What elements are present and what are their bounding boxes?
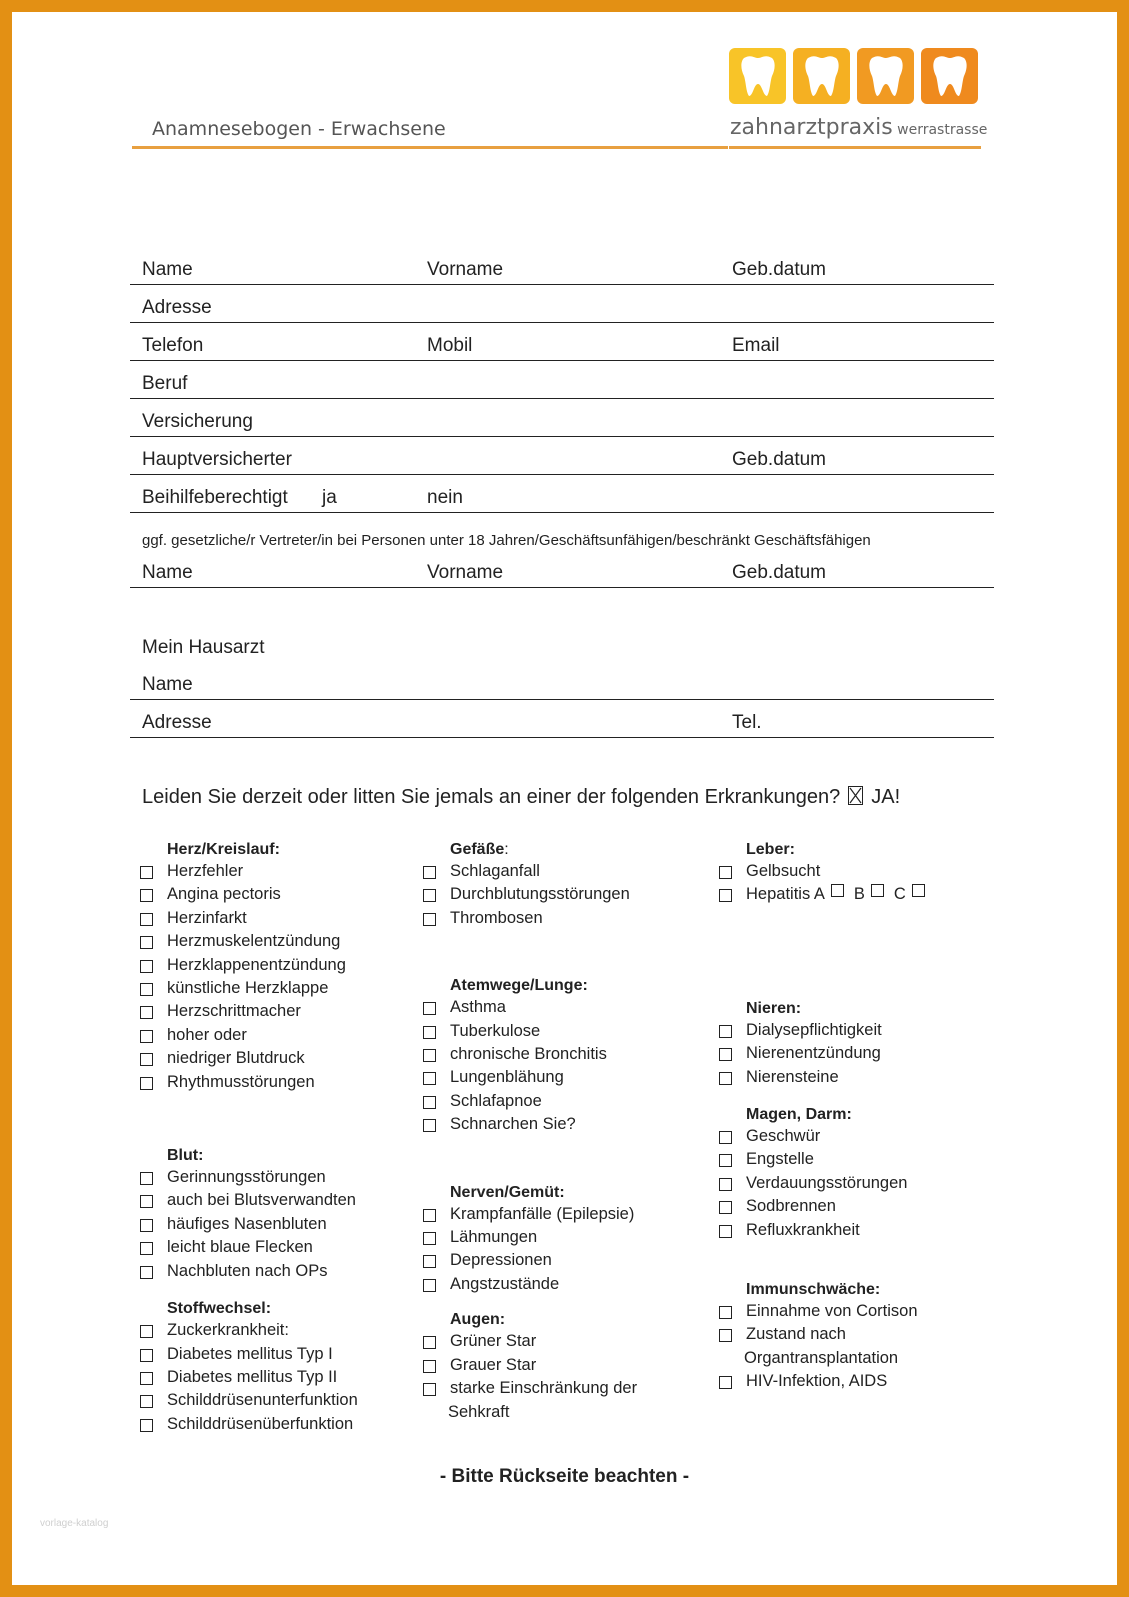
brand-name bbox=[730, 115, 987, 140]
illness-question bbox=[142, 784, 900, 809]
condition-label: hoher oder bbox=[167, 1025, 247, 1044]
condition-item[interactable] bbox=[719, 1172, 935, 1195]
checkbox[interactable] bbox=[423, 889, 436, 902]
condition-item[interactable] bbox=[140, 1343, 358, 1366]
question-text: Leiden Sie derzeit oder litten Sie jemals an einer der folgenden Erkrankungen? bbox=[142, 786, 841, 808]
condition-item[interactable] bbox=[140, 954, 358, 977]
condition-item[interactable] bbox=[140, 1213, 358, 1236]
condition-label: Nachbluten nach OPs bbox=[167, 1261, 328, 1280]
form-title: Anamnesebogen - Erwachsene bbox=[152, 118, 446, 140]
condition-item[interactable] bbox=[719, 1066, 935, 1089]
condition-label: Schnarchen Sie? bbox=[450, 1115, 576, 1134]
condition-label: Einnahme von Cortison bbox=[746, 1302, 918, 1321]
hausarzt-heading: Mein Hausarzt bbox=[142, 637, 265, 658]
checkbox[interactable] bbox=[423, 1336, 436, 1349]
checkbox[interactable] bbox=[423, 1072, 436, 1085]
hepatitis-c-label: C bbox=[893, 885, 906, 904]
condition-item[interactable] bbox=[140, 907, 358, 930]
option-nein[interactable]: nein bbox=[427, 487, 463, 508]
footer-note: - Bitte Rückseite beachten - bbox=[439, 1466, 690, 1487]
condition-item[interactable] bbox=[140, 930, 358, 953]
checkbox[interactable] bbox=[140, 1419, 153, 1432]
hepatitis-a-label: Hepatitis A bbox=[746, 885, 825, 904]
checkbox[interactable] bbox=[140, 889, 153, 902]
condition-label: Herzfehler bbox=[167, 862, 244, 880]
checkbox[interactable] bbox=[423, 1026, 436, 1039]
condition-label: Durchblutungsstörungen bbox=[450, 885, 630, 904]
checkbox[interactable] bbox=[423, 1232, 436, 1245]
checkbox[interactable] bbox=[140, 1395, 153, 1408]
tooth-icon bbox=[921, 48, 978, 104]
section-title: Atemwege/Lunge: bbox=[450, 977, 588, 995]
form-page bbox=[12, 12, 1117, 1585]
condition-label: Lungenblähung bbox=[450, 1068, 564, 1087]
patient-job-row[interactable] bbox=[130, 360, 994, 399]
label-adresse: Adresse bbox=[142, 297, 212, 318]
patient-name-row[interactable] bbox=[130, 246, 994, 285]
checkbox[interactable] bbox=[140, 1266, 153, 1279]
condition-item[interactable] bbox=[423, 883, 637, 906]
condition-item[interactable] bbox=[140, 977, 358, 1000]
condition-item[interactable] bbox=[140, 1047, 358, 1070]
beihilfe-row[interactable] bbox=[130, 474, 994, 513]
condition-item[interactable] bbox=[719, 1125, 935, 1148]
checkbox[interactable] bbox=[140, 936, 153, 949]
checkbox[interactable] bbox=[423, 1360, 436, 1373]
checkbox-hepatitis-c[interactable] bbox=[912, 884, 925, 897]
hepatitis-b-label: B bbox=[853, 885, 865, 904]
option-ja[interactable]: ja bbox=[322, 487, 337, 508]
checkbox[interactable] bbox=[140, 1325, 153, 1338]
label-doctor-tel: Tel. bbox=[732, 712, 762, 733]
condition-item-continued bbox=[719, 1347, 935, 1370]
condition-label: Angstzustände bbox=[450, 1274, 560, 1293]
condition-label: Organtransplantation bbox=[744, 1348, 899, 1367]
condition-label: starke Einschränkung der bbox=[450, 1379, 638, 1398]
checkbox[interactable] bbox=[423, 1383, 436, 1396]
condition-item[interactable] bbox=[140, 1000, 358, 1023]
header-rule-left bbox=[132, 146, 728, 149]
checkbox[interactable] bbox=[719, 889, 732, 902]
section-title-colon: : bbox=[504, 841, 509, 858]
checkbox[interactable] bbox=[719, 1201, 732, 1214]
doctor-name-row[interactable] bbox=[130, 661, 994, 700]
checkbox[interactable] bbox=[140, 1053, 153, 1066]
condition-item[interactable] bbox=[719, 1219, 935, 1242]
checkbox[interactable] bbox=[140, 1242, 153, 1255]
condition-label: Nierenentzündung bbox=[746, 1044, 881, 1063]
condition-label: Geschwür bbox=[746, 1127, 821, 1146]
condition-item[interactable] bbox=[140, 1236, 358, 1259]
condition-item[interactable] bbox=[140, 860, 358, 883]
condition-label: Sodbrennen bbox=[746, 1197, 836, 1216]
section-title: Blut: bbox=[167, 1147, 204, 1165]
condition-item[interactable] bbox=[423, 1203, 637, 1226]
condition-item-continued bbox=[423, 1401, 637, 1424]
label-guardian-vorname: Vorname bbox=[427, 562, 504, 583]
condition-item[interactable] bbox=[423, 1226, 637, 1249]
condition-label: Dialysepflichtigkeit bbox=[746, 1020, 882, 1039]
checkbox[interactable] bbox=[423, 913, 436, 926]
condition-item[interactable] bbox=[719, 883, 935, 906]
ja-checkbox-checked[interactable] bbox=[848, 786, 863, 805]
condition-item[interactable] bbox=[423, 1377, 637, 1400]
guardian-note: ggf. gesetzliche/r Vertreter/in bei Personen unter 18 Jahren/Geschäftsunfähigen/beschränkt Geschäftsfähigen bbox=[142, 532, 871, 549]
watermark: vorlage-katalog bbox=[40, 1518, 109, 1529]
checkbox[interactable] bbox=[140, 1006, 153, 1019]
condition-label: Diabetes mellitus Typ I bbox=[167, 1344, 333, 1363]
condition-item[interactable] bbox=[423, 907, 637, 930]
condition-item[interactable] bbox=[140, 1260, 358, 1283]
condition-label: Zuckerkrankheit: bbox=[167, 1321, 289, 1340]
label-guardian-gebdatum: Geb.datum bbox=[732, 562, 826, 583]
checkbox[interactable] bbox=[140, 913, 153, 926]
condition-item[interactable] bbox=[140, 883, 358, 906]
condition-item[interactable] bbox=[423, 1273, 637, 1296]
label-telefon: Telefon bbox=[142, 335, 204, 356]
section-title: Augen: bbox=[450, 1311, 506, 1329]
condition-item[interactable] bbox=[140, 1166, 358, 1189]
condition-label: leicht blaue Flecken bbox=[167, 1238, 313, 1257]
checkbox[interactable] bbox=[719, 1225, 732, 1238]
checkbox[interactable] bbox=[719, 866, 732, 879]
checkbox[interactable] bbox=[719, 1025, 732, 1038]
label-doctor-adresse: Adresse bbox=[142, 712, 212, 733]
checkbox[interactable] bbox=[719, 1131, 732, 1144]
checkbox[interactable] bbox=[719, 1154, 732, 1167]
checkbox-hepatitis-a[interactable] bbox=[831, 884, 844, 897]
condition-label: Thrombosen bbox=[450, 908, 543, 927]
condition-label: Herzmuskelentzündung bbox=[167, 932, 341, 951]
conditions-column-1 bbox=[140, 840, 358, 1436]
section-title-bold: Gefäße bbox=[450, 841, 505, 858]
checkbox[interactable] bbox=[719, 1178, 732, 1191]
condition-item[interactable] bbox=[719, 1148, 935, 1171]
condition-item[interactable] bbox=[140, 1413, 358, 1436]
checkbox[interactable] bbox=[423, 866, 436, 879]
checkbox[interactable] bbox=[140, 866, 153, 879]
checkbox[interactable] bbox=[140, 1077, 153, 1090]
condition-item[interactable] bbox=[423, 1020, 637, 1043]
main-insured-row[interactable] bbox=[130, 436, 994, 475]
label-mobil: Mobil bbox=[427, 335, 473, 356]
condition-label: Depressionen bbox=[450, 1251, 552, 1270]
condition-item[interactable] bbox=[423, 1113, 637, 1136]
label-beihilfe: Beihilfeberechtigt bbox=[142, 487, 288, 508]
condition-label: Gelbsucht bbox=[746, 862, 821, 880]
checkbox[interactable] bbox=[423, 1002, 436, 1015]
checkbox[interactable] bbox=[719, 1306, 732, 1319]
condition-label: Grauer Star bbox=[450, 1355, 537, 1374]
condition-label: Sehkraft bbox=[448, 1402, 510, 1421]
question-answer: JA! bbox=[871, 786, 901, 808]
condition-item[interactable] bbox=[719, 1195, 935, 1218]
checkbox[interactable] bbox=[140, 1219, 153, 1232]
condition-label: künstliche Herzklappe bbox=[167, 979, 329, 998]
condition-item[interactable] bbox=[423, 860, 637, 883]
condition-label: Refluxkrankheit bbox=[746, 1220, 860, 1239]
checkbox[interactable] bbox=[140, 960, 153, 973]
condition-item[interactable] bbox=[423, 1066, 637, 1089]
condition-item[interactable] bbox=[719, 1042, 935, 1065]
checkbox[interactable] bbox=[140, 1195, 153, 1208]
checkbox[interactable] bbox=[140, 1372, 153, 1385]
label-email: Email bbox=[732, 335, 780, 356]
condition-item[interactable] bbox=[140, 1389, 358, 1412]
label-beruf: Beruf bbox=[142, 373, 188, 394]
condition-item[interactable] bbox=[719, 860, 935, 883]
tooth-icon bbox=[729, 48, 786, 104]
condition-label: Asthma bbox=[450, 998, 506, 1017]
label-versicherung: Versicherung bbox=[142, 411, 253, 432]
condition-label: Gerinnungsstörungen bbox=[167, 1168, 326, 1187]
section-title: Immunschwäche: bbox=[746, 1281, 881, 1299]
brand-sub: werrastrasse bbox=[892, 122, 988, 138]
patient-address-row[interactable] bbox=[130, 284, 994, 323]
section-title: Magen, Darm: bbox=[746, 1106, 852, 1124]
label-gebdatum-2: Geb.datum bbox=[732, 449, 826, 470]
condition-label: Schilddrüsenunterfunktion bbox=[167, 1391, 358, 1410]
condition-label: Herzinfarkt bbox=[167, 908, 247, 927]
section-title: Herz/Kreislauf: bbox=[167, 841, 280, 858]
label-name: Name bbox=[142, 259, 193, 280]
condition-label: Zustand nach bbox=[746, 1325, 846, 1344]
condition-item[interactable] bbox=[719, 1370, 935, 1393]
section-title: Nerven/Gemüt: bbox=[450, 1183, 565, 1201]
condition-label: Rhythmusstörungen bbox=[167, 1072, 315, 1091]
condition-label: Schlafapnoe bbox=[450, 1091, 542, 1110]
condition-item[interactable] bbox=[719, 1300, 935, 1323]
condition-item[interactable] bbox=[423, 1090, 637, 1113]
label-vorname: Vorname bbox=[427, 259, 504, 280]
checkbox[interactable] bbox=[719, 1376, 732, 1389]
condition-label: Herzklappenentzündung bbox=[167, 955, 346, 974]
checkbox[interactable] bbox=[719, 1329, 732, 1342]
condition-label: niedriger Blutdruck bbox=[167, 1049, 305, 1068]
condition-label: Angina pectoris bbox=[167, 885, 281, 904]
guardian-name-row[interactable] bbox=[130, 549, 994, 588]
checkbox[interactable] bbox=[719, 1072, 732, 1085]
section-title bbox=[450, 840, 637, 860]
condition-item[interactable] bbox=[140, 1189, 358, 1212]
patient-phone-row[interactable] bbox=[130, 322, 994, 361]
condition-label: Herzschrittmacher bbox=[167, 1002, 301, 1021]
section-title: Leber: bbox=[746, 841, 795, 858]
label-gebdatum: Geb.datum bbox=[732, 259, 826, 280]
checkbox[interactable] bbox=[140, 983, 153, 996]
conditions-column-3 bbox=[719, 840, 935, 1394]
checkbox[interactable] bbox=[423, 1255, 436, 1268]
condition-item[interactable] bbox=[140, 1319, 358, 1342]
checkbox-hepatitis-b[interactable] bbox=[871, 884, 884, 897]
patient-insurance-row[interactable] bbox=[130, 398, 994, 437]
checkbox[interactable] bbox=[140, 1349, 153, 1362]
condition-item[interactable] bbox=[719, 1323, 935, 1346]
condition-item[interactable] bbox=[140, 1071, 358, 1094]
checkbox[interactable] bbox=[719, 1048, 732, 1061]
condition-label: Engstelle bbox=[746, 1150, 814, 1169]
label-doctor-name: Name bbox=[142, 674, 193, 695]
conditions-column-2 bbox=[423, 840, 637, 1424]
condition-item[interactable] bbox=[423, 1043, 637, 1066]
condition-item[interactable] bbox=[423, 996, 637, 1019]
condition-label: häufiges Nasenbluten bbox=[167, 1214, 327, 1233]
condition-item[interactable] bbox=[719, 1019, 935, 1042]
label-guardian-name: Name bbox=[142, 562, 193, 583]
condition-item[interactable] bbox=[140, 1366, 358, 1389]
condition-label: Diabetes mellitus Typ II bbox=[167, 1367, 338, 1386]
condition-label: Grüner Star bbox=[450, 1332, 537, 1351]
condition-item[interactable] bbox=[423, 1354, 637, 1377]
condition-item[interactable] bbox=[423, 1330, 637, 1353]
checkbox[interactable] bbox=[423, 1119, 436, 1132]
checkbox[interactable] bbox=[423, 1279, 436, 1292]
condition-label: chronische Bronchitis bbox=[450, 1045, 607, 1064]
checkbox[interactable] bbox=[140, 1030, 153, 1043]
condition-label bbox=[746, 883, 935, 906]
condition-label: HIV-Infektion, AIDS bbox=[746, 1372, 888, 1391]
tooth-icon bbox=[857, 48, 914, 104]
label-hauptversicherter: Hauptversicherter bbox=[142, 449, 292, 470]
section-title: Stoffwechsel: bbox=[167, 1300, 272, 1318]
condition-label: Krampfanfälle (Epilepsie) bbox=[450, 1204, 635, 1223]
condition-label: Nierensteine bbox=[746, 1067, 839, 1086]
condition-item[interactable] bbox=[423, 1249, 637, 1272]
checkbox[interactable] bbox=[423, 1209, 436, 1222]
condition-label: Verdauungsstörungen bbox=[746, 1173, 908, 1192]
condition-label: Lähmungen bbox=[450, 1228, 538, 1247]
condition-label: Tuberkulose bbox=[450, 1021, 541, 1040]
checkbox[interactable] bbox=[140, 1172, 153, 1185]
tooth-icon bbox=[793, 48, 850, 104]
logo bbox=[729, 48, 981, 104]
condition-label: Schilddrüsenüberfunktion bbox=[167, 1414, 354, 1433]
condition-label: auch bei Blutsverwandten bbox=[167, 1191, 356, 1210]
brand-main: zahnarztpraxis bbox=[730, 115, 893, 140]
condition-item[interactable] bbox=[140, 1024, 358, 1047]
doctor-address-row[interactable] bbox=[130, 699, 994, 738]
header-rule-right bbox=[729, 146, 981, 149]
checkbox[interactable] bbox=[423, 1096, 436, 1109]
condition-label: Schlaganfall bbox=[450, 862, 540, 880]
section-title: Nieren: bbox=[746, 999, 802, 1017]
checkbox[interactable] bbox=[423, 1049, 436, 1062]
